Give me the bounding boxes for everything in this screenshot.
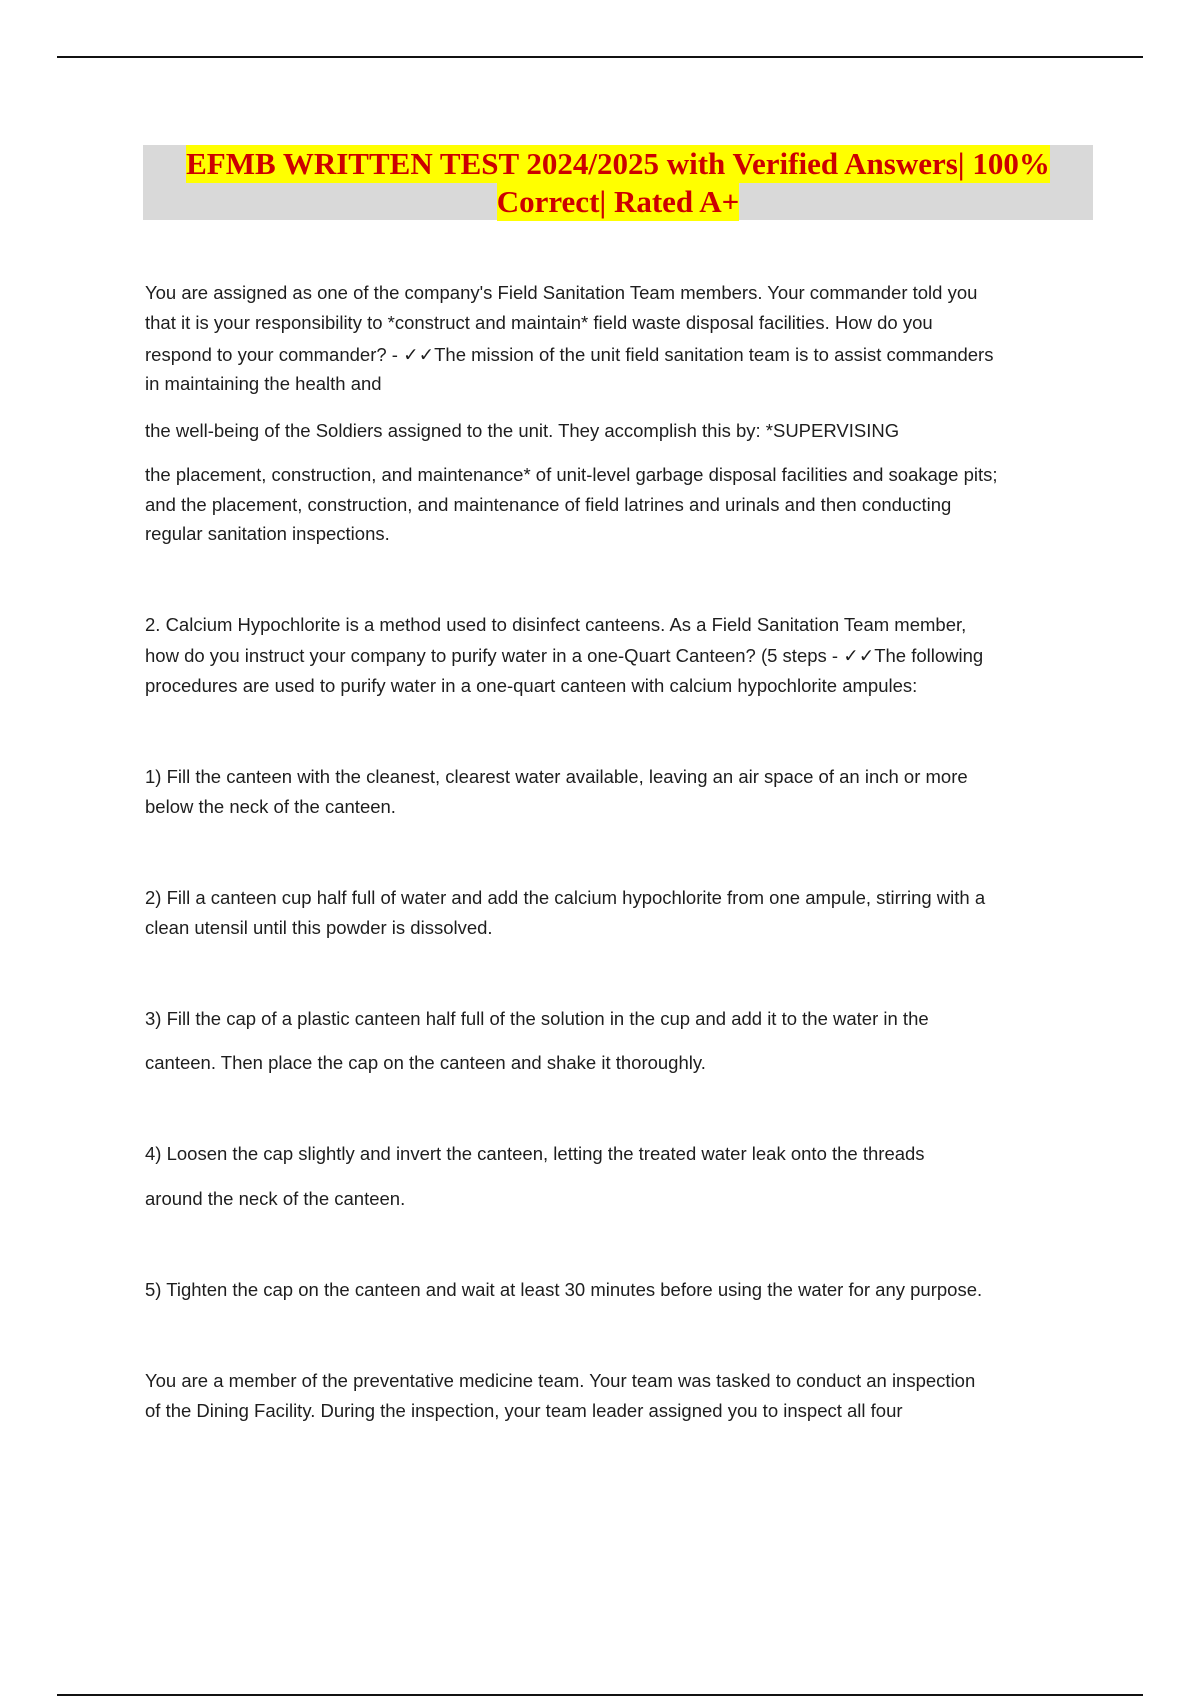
q2-step-3-line-1: 3) Fill the cap of a plastic canteen half full of the solution in the cup and add it to the water in the bbox=[145, 1008, 929, 1029]
q2-step-5: 5) Tighten the cap on the canteen and wait at least 30 minutes before using the water for any purpose. bbox=[145, 1279, 983, 1300]
q2-line-1: 2. Calcium Hypochlorite is a method used to disinfect canteens. As a Field Sanitation Team member, bbox=[145, 614, 967, 635]
q1-line-7: and the placement, construction, and maintenance of field latrines and urinals and then conducting bbox=[145, 494, 952, 515]
q2-line-2: how do you instruct your company to purify water in a one-Quart Canteen? (5 steps - ✓✓The following bbox=[145, 645, 984, 666]
q2-step-1-line-1: 1) Fill the canteen with the cleanest, clearest water available, leaving an air space of an inch or more bbox=[145, 766, 968, 787]
q1-line-1: You are assigned as one of the company's Field Sanitation Team members. Your commander told you bbox=[145, 282, 978, 303]
q1-line-2: that it is your responsibility to *construct and maintain* field waste disposal facilities. How do you bbox=[145, 312, 933, 333]
document-title-line-1: EFMB WRITTEN TEST 2024/2025 with Verified Answers| 100% bbox=[186, 145, 1050, 181]
q1-line-8: regular sanitation inspections. bbox=[145, 523, 390, 544]
footer-rule bbox=[57, 1694, 1143, 1696]
document-title-line-2: Correct| Rated A+ bbox=[496, 183, 740, 219]
q2-step-4-line-2: around the neck of the canteen. bbox=[145, 1188, 406, 1209]
q1-line-3: respond to your commander? - ✓✓The mission of the unit field sanitation team is to assist commanders bbox=[145, 344, 994, 365]
header-rule bbox=[57, 56, 1143, 58]
q3-line-2: of the Dining Facility. During the inspection, your team leader assigned you to inspect all four bbox=[145, 1400, 903, 1421]
q2-step-4-line-1: 4) Loosen the cap slightly and invert the canteen, letting the treated water leak onto the threads bbox=[145, 1143, 925, 1164]
q2-step-1-line-2: below the neck of the canteen. bbox=[145, 796, 396, 817]
q2-step-2-line-2: clean utensil until this powder is dissolved. bbox=[145, 917, 493, 938]
q1-line-5: the well-being of the Soldiers assigned to the unit. They accomplish this by: *SUPERVISING bbox=[145, 420, 900, 441]
q2-line-3: procedures are used to purify water in a one-quart canteen with calcium hypochlorite ampules: bbox=[145, 675, 918, 696]
q3-line-1: You are a member of the preventative medicine team. Your team was tasked to conduct an inspection bbox=[145, 1370, 976, 1391]
q1-line-4: in maintaining the health and bbox=[145, 373, 382, 394]
document-title-banner bbox=[143, 145, 1093, 220]
q2-step-3-line-2: canteen. Then place the cap on the canteen and shake it thoroughly. bbox=[145, 1052, 706, 1073]
q2-step-2-line-1: 2) Fill a canteen cup half full of water and add the calcium hypochlorite from one ampule, stirring with a bbox=[145, 887, 986, 908]
q1-line-6: the placement, construction, and maintenance* of unit-level garbage disposal facilities and soakage pits; bbox=[145, 464, 998, 485]
